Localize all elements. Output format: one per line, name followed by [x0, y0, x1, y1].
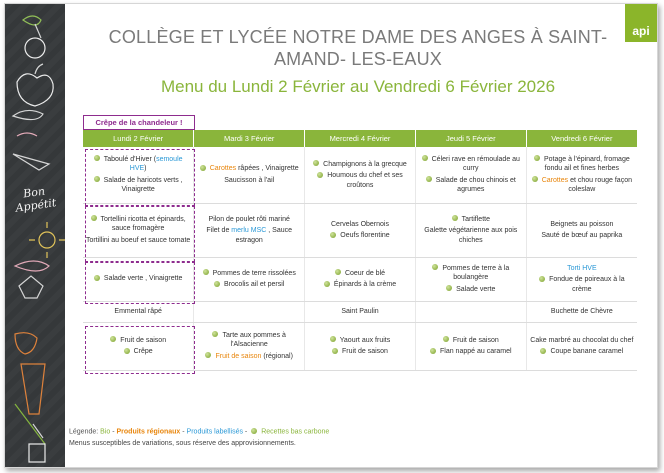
dish-item: [530, 220, 634, 230]
menu-row: [83, 322, 637, 370]
dish-item: [419, 215, 523, 225]
dish-text: Galette végétarienne aux pois chiches: [424, 227, 518, 244]
low-carbon-leaf-icon: [426, 176, 432, 182]
menu-cell: [194, 203, 305, 257]
low-carbon-leaf-icon: [251, 428, 257, 434]
dish-item: [197, 352, 301, 362]
dish-item: [86, 336, 190, 346]
dish-text: Taboulé d'Hiver (: [103, 155, 157, 163]
low-carbon-leaf-icon: [335, 269, 341, 275]
low-carbon-leaf-icon: [539, 276, 545, 282]
legend-sep: -: [110, 428, 117, 436]
low-carbon-leaf-icon: [330, 232, 336, 238]
menu-page: [4, 3, 658, 468]
dish-text: Oeufs florentine: [340, 232, 390, 239]
day-header-row: [83, 130, 637, 147]
day-header: Mercredi 4 Février: [305, 130, 416, 147]
low-carbon-leaf-icon: [532, 176, 538, 182]
chalkboard-strip: [5, 4, 65, 467]
low-carbon-leaf-icon: [313, 160, 319, 166]
low-carbon-leaf-icon: [430, 348, 436, 354]
legend-line: [69, 428, 629, 436]
dish-item: [197, 176, 301, 186]
dish-item: [197, 280, 301, 290]
menu-cell: [83, 301, 194, 322]
menu-cell: [194, 257, 305, 301]
dish-text: Salade de haricots verts , Vinaigrette: [103, 176, 183, 194]
dish-item: [86, 176, 190, 195]
dish-text: Saucisson à l'ail: [224, 176, 275, 184]
low-carbon-leaf-icon: [203, 269, 209, 275]
low-carbon-leaf-icon: [214, 281, 220, 287]
dish-text: Houmous du chef et ses croûtons: [327, 172, 403, 189]
dish-item: [86, 236, 190, 246]
menu-row: [83, 203, 637, 257]
menu-cell: [305, 322, 416, 370]
dish-item: [86, 155, 190, 174]
day-header: Vendredi 6 Février: [526, 130, 637, 147]
menu-cell: [83, 203, 194, 257]
dish-item: [308, 347, 412, 357]
dish-item: [530, 231, 634, 241]
day-header: Jeudi 5 Février: [415, 130, 526, 147]
menu-cell: [526, 301, 637, 322]
low-carbon-leaf-icon: [200, 165, 206, 171]
dish-item: [530, 307, 634, 317]
low-carbon-leaf-icon: [94, 155, 100, 161]
low-carbon-leaf-icon: [540, 348, 546, 354]
dish-text: Fruit de saison: [452, 336, 499, 344]
api-logo: api: [625, 4, 657, 42]
dish-text: Torti HVE: [567, 264, 597, 272]
dish-text: Fruit de saison: [342, 348, 388, 355]
legend-prefix: Légende:: [69, 428, 101, 436]
dish-item: [86, 347, 190, 357]
dish-item: [308, 336, 412, 346]
dish-item: [308, 171, 412, 190]
dish-item: [308, 269, 412, 279]
dish-item: [197, 215, 301, 225]
special-day-badge: Crêpe de la chandeleur !: [83, 115, 195, 130]
dish-item: [86, 307, 190, 317]
menu-row: [83, 301, 637, 322]
low-carbon-leaf-icon: [330, 336, 336, 342]
menu-row: [83, 257, 637, 301]
legend-regional: Produits régionaux: [116, 428, 181, 436]
day-header: Lundi 2 Février: [83, 130, 194, 147]
legend-sep: -: [242, 428, 250, 436]
dish-text: Potage à l'épinard, fromage fondu ail et fines herbes: [543, 155, 630, 173]
menu-cell: [415, 203, 526, 257]
dish-item: [419, 176, 523, 195]
dish-text: merlu MSC: [231, 227, 267, 235]
dish-item: [86, 215, 190, 234]
dish-text: râpées , Vinaigrette: [236, 165, 299, 173]
menu-cell: [83, 322, 194, 370]
dish-text: Beignets au poisson: [550, 220, 614, 228]
low-carbon-leaf-icon: [332, 348, 338, 354]
dish-text: Pommes de terre rissolées: [212, 269, 296, 277]
low-carbon-leaf-icon: [422, 155, 428, 161]
low-carbon-leaf-icon: [212, 331, 218, 337]
dish-text: Sauté de bœuf au paprika: [541, 232, 623, 239]
menu-cell: [305, 257, 416, 301]
low-carbon-leaf-icon: [317, 172, 323, 178]
dish-item: [308, 280, 412, 290]
dish-text: Salade verte , Vinaigrette: [103, 275, 183, 283]
menu-cell: [526, 147, 637, 203]
menu-cell: [415, 322, 526, 370]
dish-text: Crêpe: [133, 348, 153, 355]
dish-item: [530, 155, 634, 174]
low-carbon-leaf-icon: [91, 215, 97, 221]
legend: [69, 428, 629, 447]
dish-item: [197, 226, 301, 245]
dish-text: Carottes: [541, 176, 569, 184]
chalk-drawings-icon: [5, 4, 65, 468]
legend-labelled: Produits labellisés: [186, 428, 243, 436]
school-title: COLLÈGE ET LYCÉE NOTRE DAME DES ANGES À SAINT-AMAND- LES-EAUX: [108, 27, 608, 69]
dish-text: Épinards à la crème: [333, 281, 397, 288]
dish-text: Tarte aux pommes à l'Alsacienne: [222, 331, 286, 349]
weekly-menu-table: [83, 130, 637, 371]
dish-item: [308, 307, 412, 317]
menu-cell: [194, 322, 305, 370]
dish-text: Buchette de Chèvre: [550, 307, 613, 315]
low-carbon-leaf-icon: [124, 348, 130, 354]
dish-text: Yaourt aux fruits: [339, 336, 391, 344]
dish-text: Cake marbré au chocolat du chef: [530, 336, 634, 344]
low-carbon-leaf-icon: [452, 215, 458, 221]
low-carbon-leaf-icon: [94, 176, 100, 182]
menu-cell: [83, 257, 194, 301]
menu-period-title: Menu du Lundi 2 Février au Vendredi 6 Février 2026: [160, 77, 556, 96]
dish-item: [530, 176, 634, 195]
low-carbon-leaf-icon: [324, 281, 330, 287]
legend-bio: Bio: [100, 428, 111, 436]
dish-text: Fruit de saison: [120, 336, 167, 344]
dish-item: [419, 347, 523, 357]
dish-item: [197, 164, 301, 174]
dish-text: Saint Paulin: [341, 307, 379, 315]
dish-text: Coupe banane caramel: [550, 348, 624, 355]
legend-sep: -: [180, 428, 187, 436]
menu-cell: [415, 301, 526, 322]
dish-text: Pommes de terre à la boulangère: [442, 264, 510, 282]
dish-text: (régional): [261, 352, 293, 360]
dish-text: Fondue de poireaux à la crème: [549, 276, 625, 293]
low-carbon-leaf-icon: [443, 336, 449, 342]
dish-text: Champignons à la grecque: [323, 160, 407, 168]
dish-text: Brocolis ail et persil: [224, 281, 285, 288]
dish-text: , Sauce estragon: [235, 227, 292, 244]
dish-item: [530, 264, 634, 274]
low-carbon-leaf-icon: [432, 264, 438, 270]
dish-item: [530, 336, 634, 346]
low-carbon-leaf-icon: [446, 285, 452, 291]
dish-text: Flan nappé au caramel: [439, 348, 512, 355]
dish-item: [419, 155, 523, 174]
dish-text: Carottes: [209, 165, 237, 173]
dish-text: Tartiflette: [461, 215, 490, 223]
low-carbon-leaf-icon: [94, 275, 100, 281]
dish-item: [308, 220, 412, 230]
dish-item: [308, 160, 412, 170]
day-header: Mardi 3 Février: [194, 130, 305, 147]
menu-cell: [415, 147, 526, 203]
menu-cell: [526, 203, 637, 257]
low-carbon-leaf-icon: [205, 352, 211, 358]
dish-text: Coeur de blé: [344, 269, 386, 277]
menu-cell: [83, 147, 194, 203]
dish-text: Céleri rave en rémoulade au curry: [431, 155, 520, 173]
dish-item: [419, 264, 523, 283]
dish-item: [419, 336, 523, 346]
dish-text: ): [144, 165, 147, 173]
dish-text: Fruit de saison: [215, 352, 262, 360]
low-carbon-leaf-icon: [110, 336, 116, 342]
dish-item: [530, 275, 634, 294]
dish-text: Emmental râpé: [114, 307, 162, 315]
menu-cell: [415, 257, 526, 301]
dish-text: Tortellini ricotta et épinards, sauce fromagère: [100, 215, 186, 233]
dish-text: et chou rouge façon coleslaw: [568, 176, 632, 194]
menu-row: [83, 147, 637, 203]
menu-cell: [194, 301, 305, 322]
dish-text: Filet de: [206, 227, 232, 235]
dish-item: [86, 274, 190, 284]
dish-item: [419, 285, 523, 295]
menu-cell: [305, 147, 416, 203]
dish-text: Cervelas Obernois: [331, 220, 389, 228]
menu-cell: [526, 257, 637, 301]
dish-item: [197, 269, 301, 279]
dish-item: [419, 226, 523, 245]
bon-appetit-text: Bon Appétit: [14, 184, 58, 215]
menu-cell: [305, 301, 416, 322]
legend-low-carbon: Recettes bas carbone: [261, 428, 330, 436]
dish-text: Tortillini au boeuf et sauce tomate: [86, 236, 191, 244]
menu-cell: [305, 203, 416, 257]
dish-text: semoule HVE: [129, 155, 183, 173]
dish-item: [308, 231, 412, 241]
dish-text: Pilon de poulet rôti mariné: [208, 215, 290, 223]
dish-text: Salade verte: [456, 285, 496, 293]
low-carbon-leaf-icon: [534, 155, 540, 161]
dish-item: [197, 331, 301, 350]
menu-cell: [526, 322, 637, 370]
dish-item: [530, 347, 634, 357]
menu-cell: [194, 147, 305, 203]
legend-note: Menus susceptibles de variations, sous réserve des approvisionnements.: [69, 439, 296, 447]
dish-text: Salade de chou chinois et agrumes: [435, 176, 516, 194]
